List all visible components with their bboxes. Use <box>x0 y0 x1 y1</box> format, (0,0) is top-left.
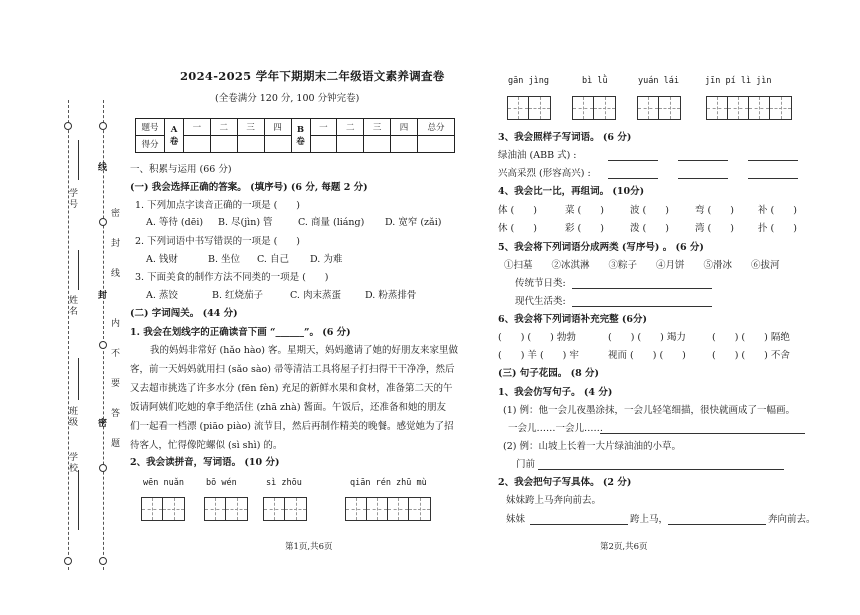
right-question-3: 3、我会照样子写词语。 (6 分) <box>498 132 632 143</box>
pinyin-label: bì lǜ <box>582 76 608 86</box>
q2-option-d[interactable]: D. 为难 <box>310 254 343 265</box>
score-header-cell: 总分 <box>418 119 455 136</box>
score-header-cell: 四 <box>391 119 418 136</box>
part1-heading: 一、积累与运用 (66 分) <box>130 164 232 175</box>
pinyin-label: yuán lái <box>638 76 679 86</box>
grid-cell[interactable] <box>573 97 594 119</box>
q3-option-a[interactable]: A. 蒸饺 <box>146 290 178 301</box>
compare-item[interactable]: 补 ( ) <box>758 205 797 216</box>
grid-cell[interactable] <box>346 498 367 520</box>
exam-subtitle: (全卷满分 120 分, 100 分钟完卷) <box>215 93 360 104</box>
binding-notice-char: 题 <box>109 438 119 449</box>
grid-cell[interactable] <box>367 498 388 520</box>
writing-grid[interactable] <box>263 497 307 521</box>
name-line[interactable] <box>78 250 79 290</box>
q2-option-b[interactable]: B. 坐位 <box>208 254 241 265</box>
q1-option-b[interactable]: B. 尽(jìn) 管 <box>218 217 273 228</box>
q1-option-a[interactable]: A. 等待 (dēi) <box>146 217 204 228</box>
q3-option-c[interactable]: C. 肉末蒸蛋 <box>290 290 341 301</box>
writing-grid[interactable] <box>204 497 248 521</box>
answer-line[interactable] <box>538 469 784 470</box>
student-id-line[interactable] <box>78 140 79 180</box>
binding-mark: 封 <box>96 290 106 301</box>
score-header-cell: 一 <box>310 119 337 136</box>
score-cell[interactable] <box>337 136 364 153</box>
grid-cell[interactable] <box>388 498 409 520</box>
answer-line[interactable] <box>572 288 712 289</box>
q7-fill-prompt-2: 门前 <box>516 459 536 470</box>
grid-cell[interactable] <box>285 498 306 520</box>
school-line[interactable] <box>78 470 79 530</box>
score-header-cell: 一 <box>184 119 211 136</box>
binding-hole <box>64 557 72 565</box>
question-1: 1. 下列加点字读音正确的一项是 ( ) <box>135 200 301 211</box>
section2-heading: (二) 字词闯关。 (44 分) <box>130 308 238 319</box>
writing-grid[interactable] <box>141 497 185 521</box>
score-table-header-row <box>136 119 455 136</box>
writing-grid[interactable] <box>507 96 551 120</box>
binding-mark: 线 <box>96 162 106 173</box>
question-2: 2. 下列词语中书写错误的一项是 ( ) <box>135 236 301 247</box>
right-question-8: 2、我会把句子写具体。 (2 分) <box>498 477 632 488</box>
compare-item[interactable]: 彩 ( ) <box>565 223 604 234</box>
binding-hole <box>64 122 72 130</box>
q7-fill-prompt-1: 一会儿……一会儿…… <box>508 423 604 434</box>
q3-option-d[interactable]: D. 粉蒸排骨 <box>365 290 417 301</box>
q8-fill-part: 奔向前去。 <box>768 514 816 525</box>
idiom-item[interactable]: ( ) 羊 ( ) 牢 <box>498 350 579 361</box>
score-cell[interactable] <box>364 136 391 153</box>
q1-option-d[interactable]: D. 宽窄 (zǎi) <box>385 217 442 228</box>
score-cell[interactable] <box>210 136 237 153</box>
writing-grid[interactable] <box>572 96 616 120</box>
classify-items: ①扫墓 ②冰淇淋 ③粽子 ④月饼 ⑤滑冰 ⑥拔河 <box>504 260 780 271</box>
score-header-cell: 四 <box>264 119 291 136</box>
answer-line[interactable] <box>678 178 728 179</box>
q7-example-1: (1) 例：他一会儿夜墨涂抹，一会儿轻笔细描，很快就画成了一幅画。 <box>503 405 795 416</box>
right-question-4: 4、我会比一比，再组词。 (10分) <box>498 186 645 197</box>
exam-title: 2024-2025 学年下期期末二年级语文素养调查卷 <box>180 69 445 83</box>
section3-heading: (三) 句子花园。 (8 分) <box>498 368 600 379</box>
binding-hole <box>99 122 107 130</box>
score-header-cell: 二 <box>210 119 237 136</box>
right-question-6: 6、我会将下列词语补充完整 (6分) <box>498 314 648 325</box>
binding-notice-char: 要 <box>109 378 119 389</box>
grid-cell[interactable] <box>770 97 791 119</box>
answer-line[interactable] <box>608 178 658 179</box>
score-cell[interactable] <box>391 136 418 153</box>
passage-line: 又去超市挑选了许多水分 (fēn fèn) 充足的新鲜水果和食材，准备第二天的午 <box>130 383 453 394</box>
idiom-item[interactable]: ( ) ( ) 隔绝 <box>712 332 790 343</box>
pinyin-label: wēn nuǎn <box>143 478 184 488</box>
binding-mark: 密 <box>96 418 106 429</box>
score-cell[interactable] <box>418 136 455 153</box>
idiom-item[interactable]: ( ) ( ) 竭力 <box>608 332 686 343</box>
answer-line[interactable] <box>678 160 728 161</box>
section1-heading: (一) 我会选择正确的答案。 (填序号) (6 分, 每题 2 分) <box>130 182 368 193</box>
answer-line[interactable] <box>748 160 798 161</box>
binding-notice-char: 内 <box>109 318 119 329</box>
passage-line: 待客人，忙得像陀螺似 (sì shì) 的。 <box>130 440 283 451</box>
answer-line[interactable] <box>748 178 798 179</box>
grid-cell[interactable] <box>659 97 680 119</box>
binding-hole <box>99 557 107 565</box>
pinyin-label: bō wén <box>206 478 237 488</box>
grid-cell[interactable] <box>264 498 285 520</box>
score-table <box>135 118 455 153</box>
grid-cell[interactable] <box>226 498 247 520</box>
q3-row-label: 兴高采烈 (形容高兴) : <box>498 168 591 179</box>
grid-cell[interactable] <box>142 498 163 520</box>
q2-option-a[interactable]: A. 钱财 <box>146 254 178 265</box>
binding-notice-char: 答 <box>109 408 119 419</box>
binding-hole <box>99 464 107 472</box>
score-row-label: 得分 <box>136 136 165 153</box>
compare-item[interactable]: 波 ( ) <box>630 205 669 216</box>
binding-notice-char: 封 <box>109 238 119 249</box>
score-header-a: A 卷 <box>165 119 184 153</box>
q2-option-c[interactable]: C. 自己 <box>257 254 289 265</box>
writing-grid[interactable] <box>706 96 792 120</box>
score-cell[interactable] <box>310 136 337 153</box>
binding-notice-char: 不 <box>109 348 119 359</box>
score-cell[interactable] <box>184 136 211 153</box>
passage-line: 客，前一天妈妈就用扫 (sǎo sào) 帚等清洁工具将屋子打扫得干干净净，然后 <box>130 364 455 375</box>
question-4: 1. 我会在划线字的正确读音下画 “______”。 (6 分) <box>130 327 351 338</box>
binding-dashed-line-outer <box>68 100 69 570</box>
classify-row-label: 现代生活类: <box>515 296 566 307</box>
q3-option-b[interactable]: B. 红烧茄子 <box>212 290 264 301</box>
compare-item[interactable]: 泼 ( ) <box>630 223 669 234</box>
binding-notice-char: 密 <box>109 208 119 219</box>
page-footer-left: 第1页,共6页 <box>285 542 333 552</box>
score-header-cell: 三 <box>364 119 391 136</box>
idiom-item[interactable]: ( ) ( ) 勃勃 <box>498 332 576 343</box>
answer-line[interactable] <box>600 433 805 434</box>
score-header-cell: 题号 <box>136 119 165 136</box>
score-header-cell: 二 <box>337 119 364 136</box>
q8-fill-part: 跨上马， <box>630 514 669 525</box>
grid-cell[interactable] <box>205 498 226 520</box>
answer-line[interactable] <box>668 524 766 525</box>
score-header-b: B 卷 <box>291 119 310 153</box>
writing-grid[interactable] <box>637 96 681 120</box>
class-label: 班级 <box>67 406 77 428</box>
grid-cell[interactable] <box>707 97 728 119</box>
grid-cell[interactable] <box>508 97 529 119</box>
classify-row-label: 传统节日类: <box>515 278 566 289</box>
passage-line: 们一起看一档漂 (piāo piào) 流节目，然后再制作精美的晚餐。感觉她为了招 <box>130 421 454 432</box>
grid-cell[interactable] <box>749 97 770 119</box>
school-label: 学校 <box>67 452 77 474</box>
compare-item[interactable]: 弯 ( ) <box>695 205 734 216</box>
grid-cell[interactable] <box>529 97 550 119</box>
grid-cell[interactable] <box>728 97 749 119</box>
compare-item[interactable]: 湾 ( ) <box>695 223 734 234</box>
binding-hole <box>99 341 107 349</box>
binding-notice-char: 线 <box>109 268 119 279</box>
q8-sentence: 妹妹跨上马奔向前去。 <box>506 495 602 506</box>
q3-row-label: 绿油油 (ABB 式) : <box>498 150 577 161</box>
compare-item[interactable]: 休 ( ) <box>498 223 537 234</box>
score-cell[interactable] <box>237 136 264 153</box>
compare-item[interactable]: 体 ( ) <box>498 205 537 216</box>
name-label: 姓名 <box>67 295 77 317</box>
pinyin-label: jīn pí lì jìn <box>705 76 772 86</box>
right-question-5: 5、我会将下列词语分成两类 (写序号) 。 (6 分) <box>498 242 704 253</box>
grid-cell[interactable] <box>163 498 184 520</box>
class-line[interactable] <box>78 358 79 400</box>
page-footer-right: 第2页,共6页 <box>600 542 648 552</box>
pinyin-label: qiān rén zhū mù <box>350 478 427 488</box>
pinyin-label: gān jìng <box>508 76 549 86</box>
passage-line: 我的妈妈非常好 (hǎo hào) 客。星期天，妈妈邀请了她的好朋友来家里做 <box>150 345 458 356</box>
right-question-7: 1、我会仿写句子。 (4 分) <box>498 387 613 398</box>
writing-grid[interactable] <box>345 497 431 521</box>
binding-hole <box>99 218 107 226</box>
student-id-label: 学号 <box>67 188 77 210</box>
question-3: 3. 下面美食的制作方法不同类的一项是 ( ) <box>135 272 329 283</box>
idiom-item[interactable]: ( ) ( ) 不舍 <box>712 350 790 361</box>
idiom-item[interactable]: 视而 ( ) ( ) <box>608 350 686 361</box>
answer-line[interactable] <box>608 160 658 161</box>
grid-cell[interactable] <box>594 97 615 119</box>
passage-line: 饭请阿姨们吃她的拿手绝活住 (zhā zhà) 酱面。午饭后，还准备和她的朋友 <box>130 402 447 413</box>
answer-line[interactable] <box>530 524 628 525</box>
grid-cell[interactable] <box>638 97 659 119</box>
question-5: 2、我会读拼音，写词语。 (10 分) <box>130 457 280 468</box>
grid-cell[interactable] <box>409 498 430 520</box>
compare-item[interactable]: 扑 ( ) <box>758 223 797 234</box>
score-cell[interactable] <box>264 136 291 153</box>
score-header-cell: 三 <box>237 119 264 136</box>
q7-example-2: (2) 例：山坡上长着一大片绿油油的小草。 <box>503 441 681 452</box>
pinyin-label: sì zhōu <box>266 478 302 488</box>
q1-option-c[interactable]: C. 商量 (liáng) <box>298 217 365 228</box>
answer-line[interactable] <box>572 306 712 307</box>
compare-item[interactable]: 菜 ( ) <box>565 205 604 216</box>
q8-fill-part: 妹妹 <box>506 514 526 525</box>
